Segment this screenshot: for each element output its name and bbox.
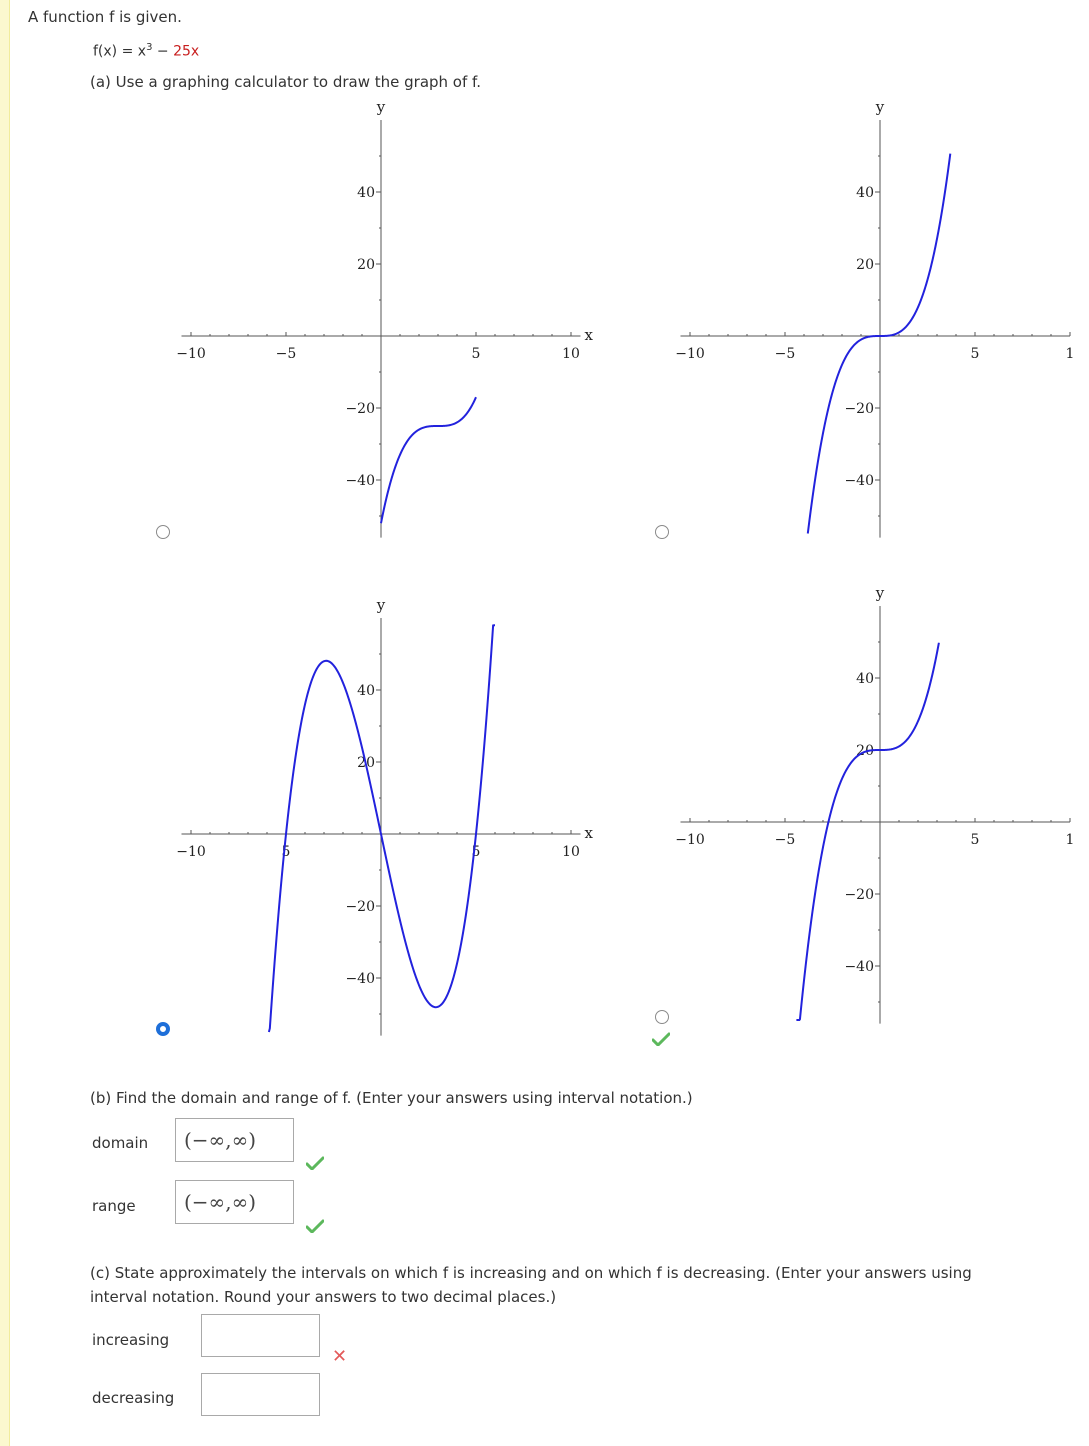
graph-option-c [170, 596, 593, 1048]
y-tick-label: 20 [856, 257, 874, 273]
range-label: range [92, 1197, 136, 1215]
y-tick-label: −40 [345, 473, 375, 489]
x-tick-label: −5 [774, 832, 796, 848]
x-tick-label: 5 [970, 832, 980, 848]
graph-b-svg [670, 100, 1089, 550]
x-tick-label: 1 [1065, 832, 1075, 848]
y-tick-label: −40 [844, 473, 874, 489]
check-icon [306, 1219, 324, 1233]
part-c-prompt-line1: (c) State approximately the intervals on which f is increasing and on which f is decreasing. (Enter your answers using [90, 1264, 972, 1282]
x-tick-label: 5 [471, 844, 481, 860]
decreasing-label: decreasing [92, 1389, 175, 1407]
x-tick-label: −5 [275, 346, 297, 362]
range-input[interactable]: (−∞,∞) [175, 1180, 294, 1224]
y-tick-label: 40 [856, 185, 874, 201]
increasing-label: increasing [92, 1331, 170, 1349]
graph-c-svg [170, 596, 593, 1048]
question-intro: A function f is given. [28, 8, 182, 26]
y-tick-label: −20 [844, 401, 874, 417]
left-margin-strip [0, 0, 10, 1446]
y-axis-label: y [875, 98, 885, 116]
increasing-input[interactable] [201, 1314, 320, 1357]
y-tick-label: 40 [357, 185, 375, 201]
y-axis-label: y [376, 596, 386, 614]
y-tick-label: 40 [357, 683, 375, 699]
domain-label: domain [92, 1134, 149, 1152]
domain-input[interactable]: (−∞,∞) [175, 1118, 294, 1162]
x-tick-label: 5 [970, 346, 980, 362]
y-tick-label: −20 [345, 899, 375, 915]
x-tick-label: 5 [281, 844, 291, 860]
radio-graph-b[interactable] [655, 525, 669, 539]
graph-option-d [670, 586, 1089, 1036]
function-curve [381, 397, 476, 523]
y-tick-label: 20 [357, 257, 375, 273]
x-tick-label: 5 [471, 346, 481, 362]
x-tick-label: −5 [774, 346, 796, 362]
y-tick-label: −20 [844, 887, 874, 903]
y-tick-label: −40 [844, 959, 874, 975]
radio-graph-d[interactable] [655, 1010, 669, 1024]
graph-d-svg [670, 586, 1089, 1036]
graph-a-svg [170, 98, 593, 550]
y-axis-label: y [376, 98, 386, 116]
x-tick-label: 10 [562, 844, 580, 860]
x-tick-label: −10 [675, 832, 705, 848]
y-axis-label: y [875, 584, 885, 602]
radio-graph-c[interactable] [156, 1022, 170, 1036]
y-tick-label: −20 [345, 401, 375, 417]
radio-graph-a[interactable] [156, 525, 170, 539]
decreasing-input[interactable] [201, 1373, 320, 1416]
x-axis-label: x [584, 824, 593, 842]
part-c-prompt-line2: interval notation. Round your answers to two decimal places.) [90, 1288, 557, 1306]
y-tick-label: 20 [856, 743, 874, 759]
function-definition: $f(x) = x^3 - 25x$ [93, 42, 200, 60]
part-b-prompt: (b) Find the domain and range of f. (Enter your answers using interval notation.) [90, 1089, 693, 1107]
part-a-prompt: (a) Use a graphing calculator to draw the graph of f. [90, 73, 481, 91]
x-tick-label: −10 [176, 844, 206, 860]
x-tick-label: 1 [1065, 346, 1075, 362]
x-tick-label: −10 [675, 346, 705, 362]
function-curve [269, 625, 495, 1032]
graph-option-a [170, 98, 593, 550]
y-tick-label: 20 [357, 755, 375, 771]
y-tick-label: 40 [856, 671, 874, 687]
check-icon [652, 1032, 670, 1046]
y-tick-label: −40 [345, 971, 375, 987]
x-mark-icon: ✕ [332, 1346, 348, 1367]
x-tick-label: 10 [562, 346, 580, 362]
check-icon [306, 1156, 324, 1170]
x-tick-label: −10 [176, 346, 206, 362]
graph-option-b [670, 100, 1089, 550]
function-curve [808, 154, 951, 534]
x-axis-label: x [584, 326, 593, 344]
